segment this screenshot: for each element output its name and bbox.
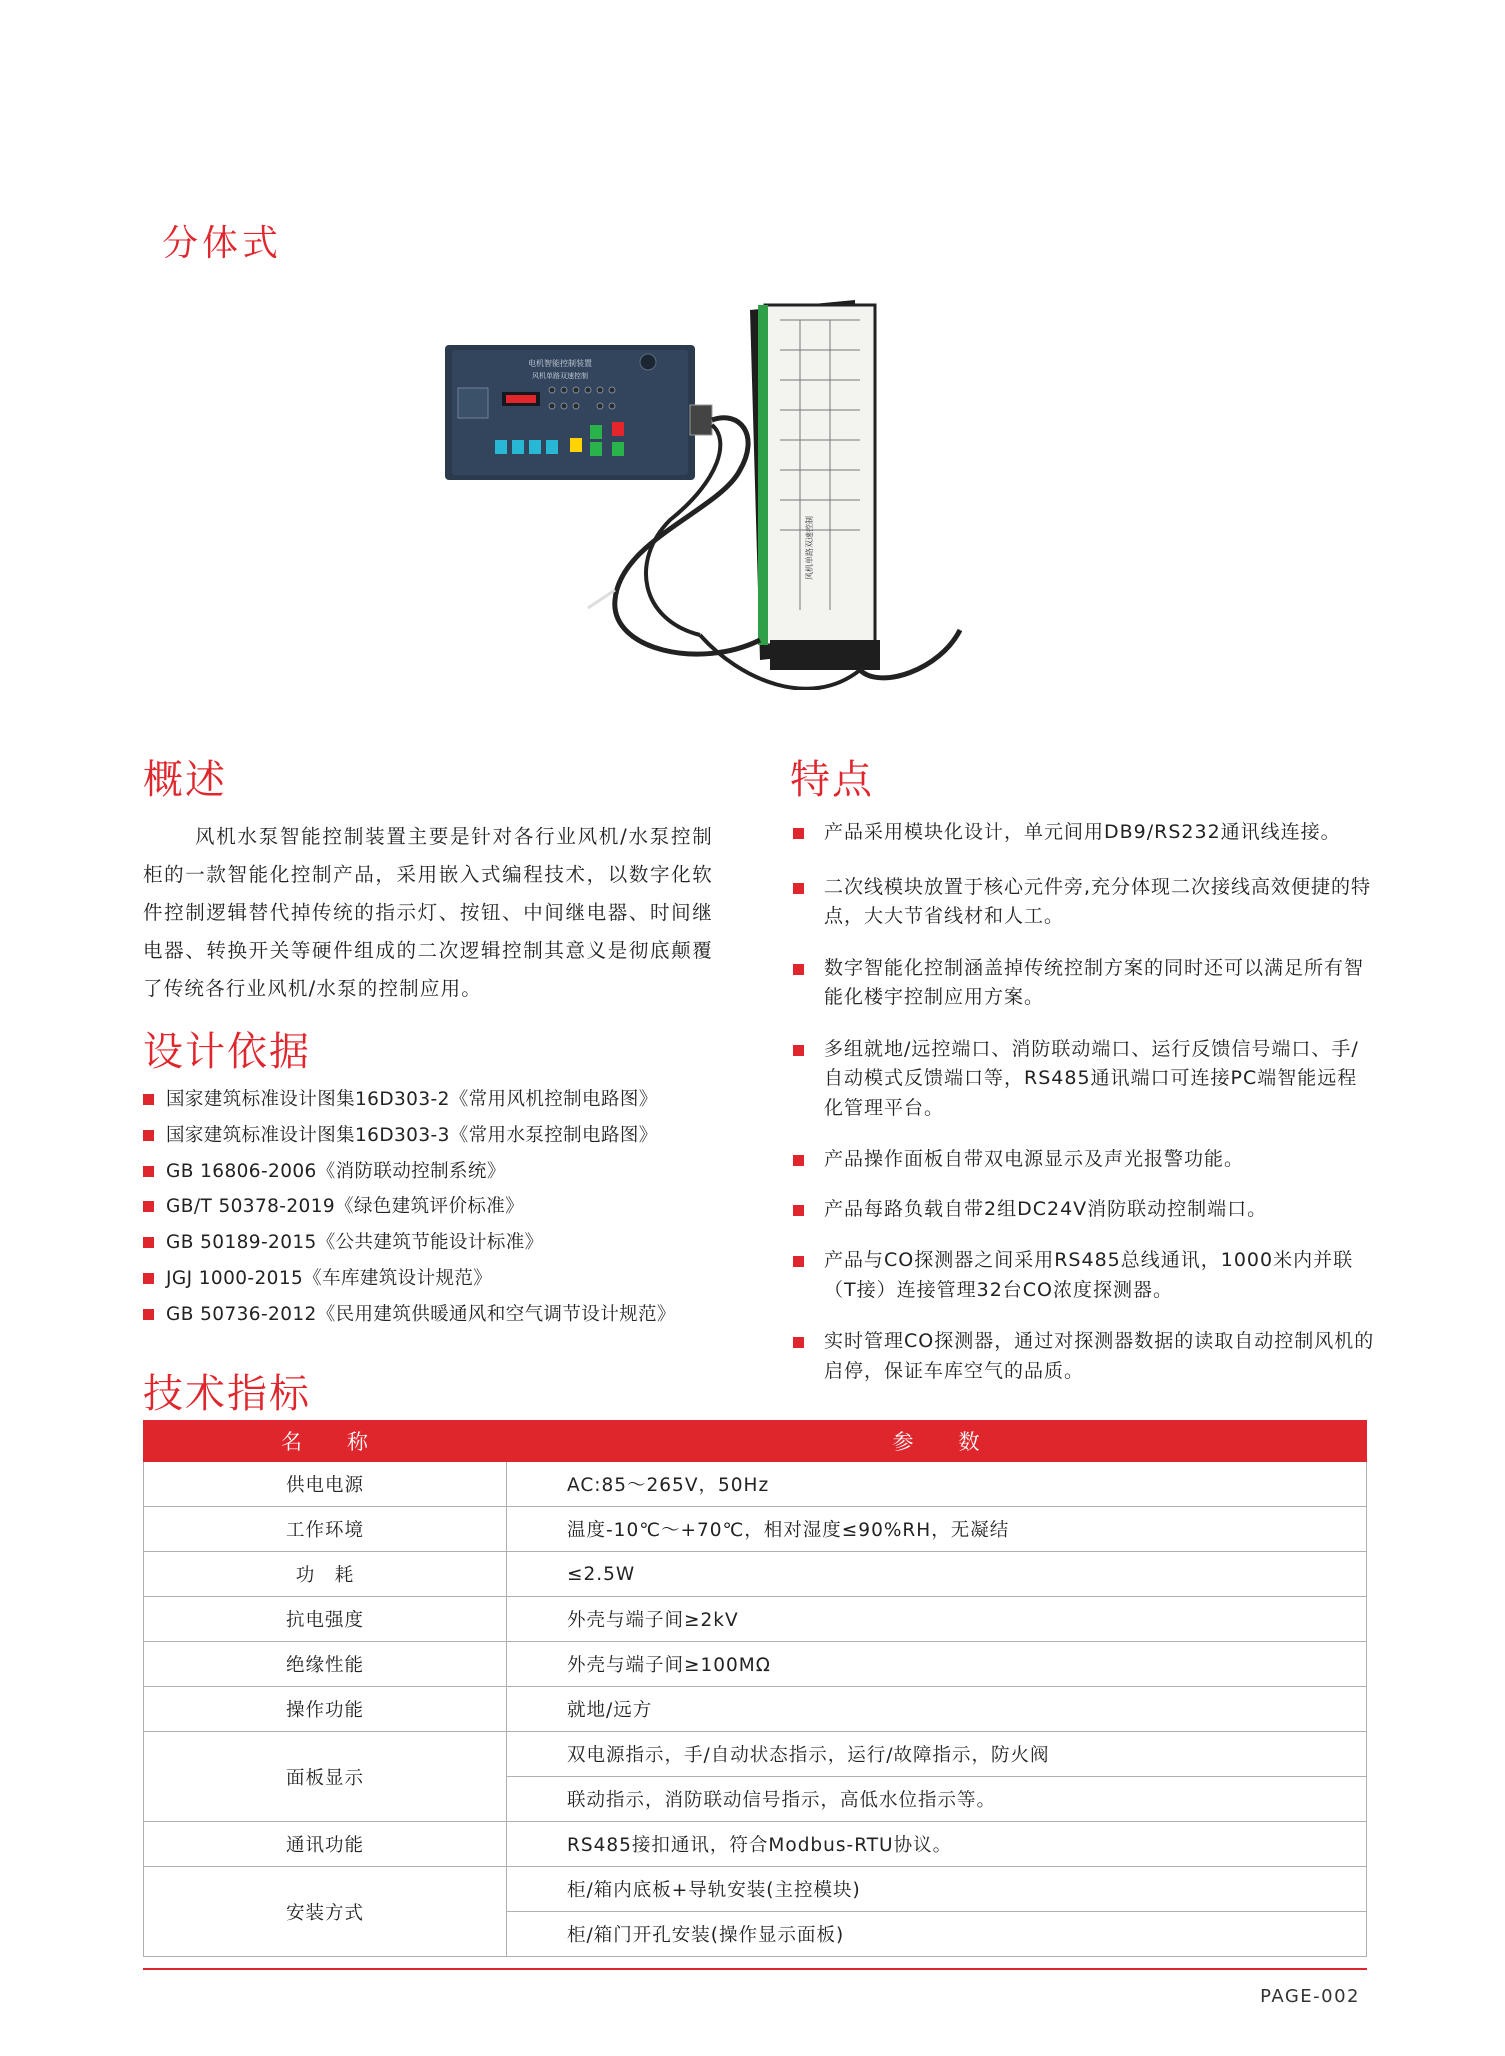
table-row [144, 1642, 1367, 1687]
list-item: 产品每路负载自带2组DC24V消防联动控制端口。 [790, 1195, 1375, 1225]
list-item: GB 50189-2015《公共建筑节能设计标准》 [143, 1225, 743, 1261]
spec-value: 柜/箱门开孔安装(操作显示面板) [507, 1912, 1367, 1957]
spec-value: 就地/远方 [507, 1687, 1367, 1732]
spec-value: ≤2.5W [507, 1552, 1367, 1597]
footer-divider [143, 1968, 1367, 1970]
spec-name: 功 耗 [144, 1552, 507, 1597]
col-value-header: 参 数 [507, 1421, 1367, 1462]
spec-name: 安装方式 [144, 1867, 507, 1957]
overview-text: 风机水泵智能控制装置主要是针对各行业风机/水泵控制柜的一款智能化控制产品，采用嵌入式编程技术，以数字化软件控制逻辑替代掉传统的指示灯、按钮、中间继电器、时间继电器、转换开关等硬件组成的二次逻辑控制其意义是彻底颠覆了传统各行业风机/水泵的控制应用。 [143, 825, 713, 1000]
spec-value: 双电源指示，手/自动状态指示，运行/故障指示，防火阀 [507, 1732, 1367, 1777]
spec-value: 联动指示，消防联动信号指示，高低水位指示等。 [507, 1777, 1367, 1822]
list-item: GB 16806-2006《消防联动控制系统》 [143, 1154, 743, 1190]
spec-name: 工作环境 [144, 1507, 507, 1552]
spec-table [143, 1420, 1367, 1957]
section-title: 分体式 [162, 223, 283, 264]
table-row [144, 1507, 1367, 1552]
panel-label-2: 风机单路双速控制 [532, 372, 588, 380]
spec-name: 操作功能 [144, 1687, 507, 1732]
spec-value: RS485接扣通讯，符合Modbus-RTU协议。 [507, 1822, 1367, 1867]
table-header-row [144, 1421, 1367, 1462]
panel-label-1: 电机智能控制装置 [528, 359, 592, 368]
spec-name: 面板显示 [144, 1732, 507, 1822]
spec-name: 通讯功能 [144, 1822, 507, 1867]
specs-heading: 技术指标 [143, 1371, 311, 1417]
table-row [144, 1462, 1367, 1507]
list-item: 二次线模块放置于核心元件旁,充分体现二次接线高效便捷的特点，大大节省线材和人工。 [790, 873, 1375, 932]
table-row [144, 1822, 1367, 1867]
spec-value: 外壳与端子间≥100MΩ [507, 1642, 1367, 1687]
page-number: PAGE-002 [1260, 1986, 1360, 2007]
col-name-header: 名 称 [144, 1421, 507, 1462]
product-photo [440, 290, 1060, 690]
table-row [144, 1867, 1367, 1912]
spec-name: 绝缘性能 [144, 1642, 507, 1687]
table-row [144, 1732, 1367, 1777]
table-row [144, 1597, 1367, 1642]
table-row [144, 1687, 1367, 1732]
list-item: 产品操作面板自带双电源显示及声光报警功能。 [790, 1145, 1375, 1175]
list-item: 产品与CO探测器之间采用RS485总线通讯，1000米内并联（T接）连接管理32台CO浓度探测器。 [790, 1246, 1375, 1305]
list-item: JGJ 1000-2015《车库建筑设计规范》 [143, 1261, 743, 1297]
spec-value: AC:85～265V，50Hz [507, 1462, 1367, 1507]
design-basis-list [143, 1082, 743, 1333]
list-item: 多组就地/远控端口、消防联动端口、运行反馈信号端口、手/自动模式反馈端口等，RS485通讯端口可连接PC端智能远程化管理平台。 [790, 1035, 1375, 1124]
list-item: 实时管理CO探测器，通过对探测器数据的读取自动控制风机的启停，保证车库空气的品质。 [790, 1327, 1375, 1386]
list-item: 国家建筑标准设计图集16D303-3《常用水泵控制电路图》 [143, 1118, 743, 1154]
list-item: 数字智能化控制涵盖掉传统控制方案的同时还可以满足所有智能化楼宇控制应用方案。 [790, 954, 1375, 1013]
spec-value: 柜/箱内底板+导轨安装(主控模块) [507, 1867, 1367, 1912]
overview-heading: 概述 [143, 757, 227, 803]
features-heading: 特点 [790, 757, 874, 803]
module-label: 风机单路双速控制 [805, 516, 814, 580]
features-list [790, 818, 1375, 1386]
spec-name: 供电电源 [144, 1462, 507, 1507]
design-basis-heading: 设计依据 [143, 1029, 311, 1075]
list-item: 产品采用模块化设计，单元间用DB9/RS232通讯线连接。 [790, 818, 1375, 848]
spec-value: 外壳与端子间≥2kV [507, 1597, 1367, 1642]
spec-value: 温度-10℃～+70℃，相对湿度≤90%RH，无凝结 [507, 1507, 1367, 1552]
spec-name: 抗电强度 [144, 1597, 507, 1642]
list-item: GB/T 50378-2019《绿色建筑评价标准》 [143, 1189, 743, 1225]
table-row [144, 1552, 1367, 1597]
list-item: 国家建筑标准设计图集16D303-2《常用风机控制电路图》 [143, 1082, 743, 1118]
list-item: GB 50736-2012《民用建筑供暖通风和空气调节设计规范》 [143, 1297, 743, 1333]
